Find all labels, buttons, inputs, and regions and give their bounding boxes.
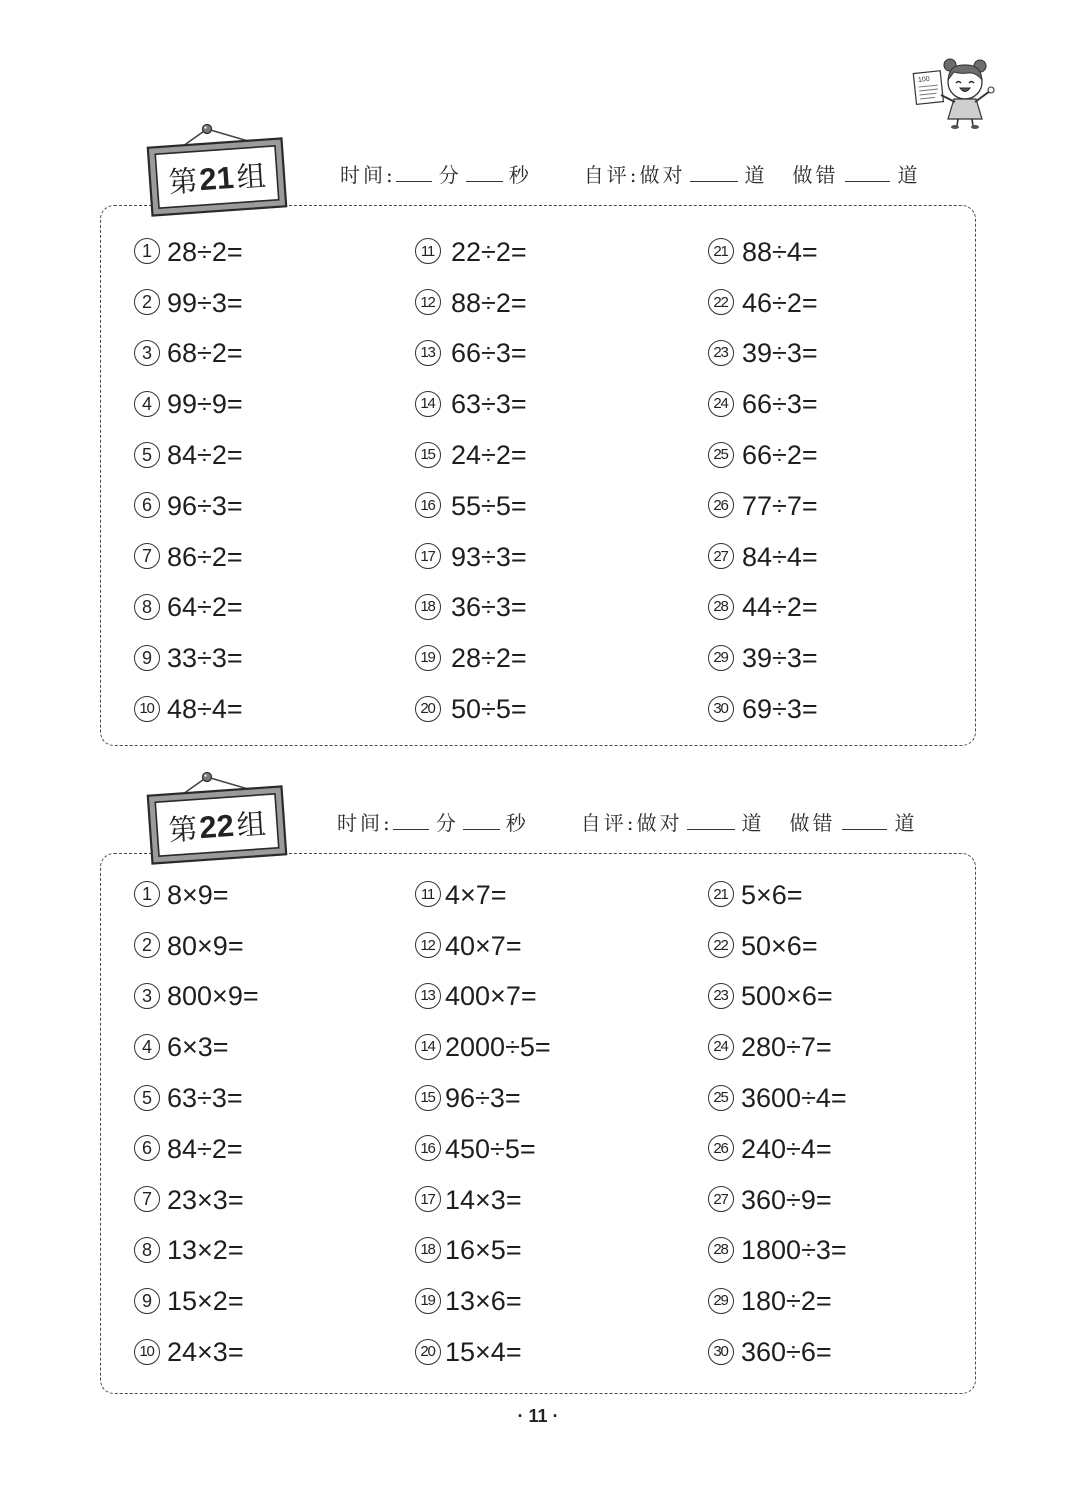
- problem-number: 21: [708, 881, 734, 907]
- problem-expression: 13×6=: [445, 1286, 522, 1317]
- problem-item: [415, 430, 708, 481]
- problem-number: 7: [134, 543, 160, 569]
- problem-number: 20: [415, 1339, 441, 1365]
- problem-number: 3: [134, 340, 160, 366]
- problem-item: [708, 684, 968, 735]
- time-label: 时间:: [337, 811, 393, 835]
- problem-number: 23: [708, 340, 734, 366]
- problem-number: 17: [415, 543, 441, 569]
- problem-number: 6: [134, 492, 160, 518]
- problem-item: [415, 532, 708, 583]
- problem-item: [708, 583, 968, 634]
- problem-number: 30: [708, 696, 734, 722]
- problem-item: [708, 921, 968, 972]
- minute-label: 分: [435, 811, 459, 835]
- problem-expression: 63÷3=: [167, 1083, 243, 1114]
- problem-item: [415, 684, 708, 735]
- problem-item: [134, 1226, 415, 1277]
- problem-item: [708, 227, 968, 278]
- problem-item: [708, 532, 968, 583]
- problem-expression: 50×6=: [741, 930, 818, 961]
- problem-number: 25: [708, 442, 734, 468]
- problem-number: 19: [415, 645, 441, 671]
- problem-number: 24: [708, 1034, 734, 1060]
- problem-expression: 66÷3=: [742, 389, 818, 420]
- problem-number: 13: [415, 983, 441, 1009]
- seconds-blank: [466, 167, 503, 182]
- problem-expression: 68÷2=: [167, 338, 243, 369]
- problem-number: 28: [708, 1237, 734, 1263]
- problem-item: [415, 921, 708, 972]
- problem-item: [415, 1175, 708, 1226]
- problem-number: 23: [708, 983, 734, 1009]
- problem-expression: 3600÷4=: [741, 1083, 847, 1114]
- problem-item: [708, 1124, 968, 1175]
- problem-expression: 15×2=: [167, 1286, 244, 1317]
- problem-item: [134, 1175, 415, 1226]
- problem-item: [415, 870, 708, 921]
- self-eval-label: 自评:做对: [580, 811, 683, 835]
- problem-expression: 800×9=: [167, 981, 259, 1012]
- problem-item: [708, 1327, 968, 1378]
- problem-item: [708, 1226, 968, 1277]
- problem-number: 26: [708, 1135, 734, 1161]
- problem-number: 12: [415, 289, 441, 315]
- exercise-group-22: [0, 768, 1080, 1398]
- second-label: 秒: [508, 163, 532, 187]
- problem-item: [708, 1276, 968, 1327]
- problem-number: 6: [134, 1135, 160, 1161]
- problem-item: [708, 430, 968, 481]
- problem-number: 2: [134, 932, 160, 958]
- problem-number: 4: [134, 391, 160, 417]
- group-header: [337, 810, 918, 836]
- problem-item: [708, 278, 968, 329]
- problem-number: 13: [415, 340, 441, 366]
- problem-expression: 96÷3=: [445, 1083, 521, 1114]
- problem-expression: 99÷9=: [167, 389, 243, 420]
- problem-item: [134, 972, 415, 1023]
- score-paper: [913, 71, 943, 105]
- problem-item: [415, 481, 708, 532]
- problem-item: [708, 1073, 968, 1124]
- problem-number: 16: [415, 1135, 441, 1161]
- correct-unit: 道: [741, 811, 765, 835]
- problem-expression: 22÷2=: [451, 236, 527, 267]
- problem-expression: 360÷6=: [741, 1337, 832, 1368]
- problem-expression: 280÷7=: [741, 1032, 832, 1063]
- problem-grid: [134, 870, 968, 1378]
- problem-expression: 96÷3=: [167, 490, 243, 521]
- problem-item: [134, 532, 415, 583]
- problem-expression: 44÷2=: [742, 592, 818, 623]
- problem-expression: 93÷3=: [451, 541, 527, 572]
- group-title: 第22组: [167, 806, 267, 848]
- correct-count-blank: [690, 167, 738, 182]
- self-eval-label: 自评:做对: [583, 163, 686, 187]
- problem-box: [100, 853, 976, 1394]
- problem-expression: 24×3=: [167, 1337, 244, 1368]
- second-label: 秒: [505, 811, 529, 835]
- problem-expression: 36÷3=: [451, 592, 527, 623]
- problem-number: 25: [708, 1085, 734, 1111]
- problem-number: 9: [134, 1288, 160, 1314]
- problem-item: [415, 1327, 708, 1378]
- problem-item: [415, 379, 708, 430]
- problem-number: 8: [134, 594, 160, 620]
- problem-number: 15: [415, 1085, 441, 1111]
- problem-item: [134, 583, 415, 634]
- problem-expression: 48÷4=: [167, 694, 243, 725]
- wrong-unit: 道: [894, 811, 918, 835]
- problem-item: [415, 583, 708, 634]
- problem-expression: 1800÷3=: [741, 1235, 847, 1266]
- problem-box: [100, 205, 976, 746]
- problem-number: 15: [415, 442, 441, 468]
- problem-expression: 400×7=: [445, 981, 537, 1012]
- problem-expression: 180÷2=: [741, 1286, 832, 1317]
- problem-item: [134, 684, 415, 735]
- problem-item: [415, 227, 708, 278]
- problem-expression: 86÷2=: [167, 541, 243, 572]
- problem-number: 24: [708, 391, 734, 417]
- problem-expression: 99÷3=: [167, 287, 243, 318]
- problem-grid: [134, 227, 968, 735]
- problem-number: 5: [134, 1085, 160, 1111]
- problem-expression: 66÷2=: [742, 440, 818, 471]
- problem-expression: 500×6=: [741, 981, 833, 1012]
- problem-item: [134, 921, 415, 972]
- wrong-count-blank: [842, 815, 887, 830]
- problem-number: 26: [708, 492, 734, 518]
- problem-expression: 16×5=: [445, 1235, 522, 1266]
- problem-item: [415, 329, 708, 380]
- problem-number: 20: [415, 696, 441, 722]
- problem-expression: 5×6=: [741, 879, 803, 910]
- problem-expression: 4×7=: [445, 879, 507, 910]
- problem-expression: 40×7=: [445, 930, 522, 961]
- problem-item: [415, 1022, 708, 1073]
- group-title-sign: [0, 768, 320, 878]
- problem-item: [134, 1022, 415, 1073]
- problem-number: 3: [134, 983, 160, 1009]
- problem-number: 8: [134, 1237, 160, 1263]
- problem-number: 17: [415, 1186, 441, 1212]
- problem-item: [415, 1226, 708, 1277]
- problem-item: [415, 278, 708, 329]
- problem-expression: 46÷2=: [742, 287, 818, 318]
- problem-number: 29: [708, 1288, 734, 1314]
- problem-expression: 450÷5=: [445, 1133, 536, 1164]
- exercise-group-21: [0, 120, 1080, 750]
- problem-number: 12: [415, 932, 441, 958]
- problem-number: 27: [708, 543, 734, 569]
- problem-item: [708, 1175, 968, 1226]
- problem-number: 22: [708, 289, 734, 315]
- problem-number: 29: [708, 645, 734, 671]
- problem-number: 5: [134, 442, 160, 468]
- problem-expression: 80×9=: [167, 930, 244, 961]
- group-title-sign: [0, 120, 320, 230]
- problem-item: [415, 1073, 708, 1124]
- correct-count-blank: [687, 815, 735, 830]
- problem-item: [708, 379, 968, 430]
- problem-item: [134, 481, 415, 532]
- problem-number: 21: [708, 238, 734, 264]
- problem-expression: 23×3=: [167, 1184, 244, 1215]
- problem-expression: 14×3=: [445, 1184, 522, 1215]
- problem-expression: 240÷4=: [741, 1133, 832, 1164]
- group-header: [340, 162, 921, 188]
- problem-expression: 64÷2=: [167, 592, 243, 623]
- problem-expression: 84÷2=: [167, 440, 243, 471]
- problem-number: 30: [708, 1339, 734, 1365]
- problem-expression: 69÷3=: [742, 694, 818, 725]
- problem-number: 14: [415, 1034, 441, 1060]
- seconds-blank: [463, 815, 500, 830]
- problem-number: 28: [708, 594, 734, 620]
- problem-item: [134, 633, 415, 684]
- wrong-label: 做错: [789, 811, 836, 835]
- problem-number: 18: [415, 594, 441, 620]
- problem-number: 4: [134, 1034, 160, 1060]
- problem-expression: 13×2=: [167, 1235, 244, 1266]
- problem-expression: 39÷3=: [742, 643, 818, 674]
- problem-number: 11: [415, 238, 441, 264]
- problem-number: 1: [134, 238, 160, 264]
- problem-expression: 360÷9=: [741, 1184, 832, 1215]
- problem-number: 10: [134, 696, 160, 722]
- wrong-count-blank: [845, 167, 890, 182]
- problem-number: 10: [134, 1339, 160, 1365]
- problem-expression: 63÷3=: [451, 389, 527, 420]
- problem-number: 14: [415, 391, 441, 417]
- minutes-blank: [393, 815, 429, 830]
- problem-item: [415, 1276, 708, 1327]
- time-label: 时间:: [340, 163, 396, 187]
- minutes-blank: [396, 167, 432, 182]
- wrong-unit: 道: [897, 163, 921, 187]
- problem-item: [134, 278, 415, 329]
- problem-item: [134, 1327, 415, 1378]
- problem-number: 7: [134, 1186, 160, 1212]
- problem-expression: 2000÷5=: [445, 1032, 551, 1063]
- group-title: 第21组: [167, 158, 267, 200]
- problem-expression: 77÷7=: [742, 490, 818, 521]
- problem-item: [134, 1124, 415, 1175]
- problem-number: 22: [708, 932, 734, 958]
- problem-item: [134, 430, 415, 481]
- problem-expression: 6×3=: [167, 1032, 229, 1063]
- problem-item: [134, 379, 415, 430]
- problem-expression: 84÷4=: [742, 541, 818, 572]
- problem-item: [134, 227, 415, 278]
- problem-item: [415, 633, 708, 684]
- problem-item: [415, 972, 708, 1023]
- problem-item: [708, 870, 968, 921]
- problem-item: [708, 329, 968, 380]
- minute-label: 分: [438, 163, 462, 187]
- correct-unit: 道: [744, 163, 768, 187]
- problem-number: 16: [415, 492, 441, 518]
- problem-expression: 66÷3=: [451, 338, 527, 369]
- problem-number: 27: [708, 1186, 734, 1212]
- problem-expression: 15×4=: [445, 1337, 522, 1368]
- problem-expression: 39÷3=: [742, 338, 818, 369]
- problem-number: 2: [134, 289, 160, 315]
- problem-number: 9: [134, 645, 160, 671]
- problem-expression: 24÷2=: [451, 440, 527, 471]
- problem-expression: 28÷2=: [451, 643, 527, 674]
- problem-item: [708, 1022, 968, 1073]
- problem-item: [708, 633, 968, 684]
- problem-expression: 88÷2=: [451, 287, 527, 318]
- problem-item: [708, 481, 968, 532]
- problem-item: [134, 329, 415, 380]
- problem-expression: 33÷3=: [167, 643, 243, 674]
- problem-expression: 55÷5=: [451, 490, 527, 521]
- problem-item: [134, 1276, 415, 1327]
- problem-expression: 50÷5=: [451, 694, 527, 725]
- problem-number: 11: [415, 881, 441, 907]
- problem-item: [415, 1124, 708, 1175]
- paper-score-text: 100: [917, 75, 931, 85]
- problem-expression: 28÷2=: [167, 236, 243, 267]
- problem-item: [708, 972, 968, 1023]
- problem-number: 1: [134, 881, 160, 907]
- problem-item: [134, 1073, 415, 1124]
- problem-expression: 8×9=: [167, 879, 229, 910]
- problem-expression: 84÷2=: [167, 1133, 243, 1164]
- wrong-label: 做错: [792, 163, 839, 187]
- problem-number: 18: [415, 1237, 441, 1263]
- problem-expression: 88÷4=: [742, 236, 818, 267]
- page-number: · 11 ·: [517, 1406, 559, 1426]
- problem-number: 19: [415, 1288, 441, 1314]
- girl-illustration: [910, 52, 1000, 130]
